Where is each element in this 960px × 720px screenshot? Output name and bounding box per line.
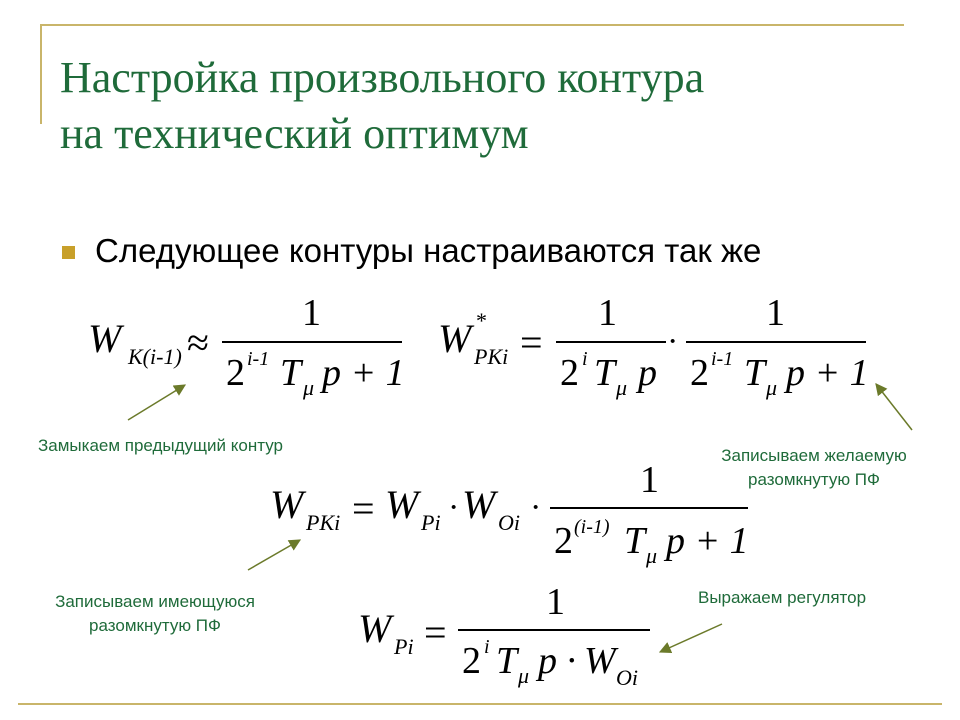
slide-title-line1: Настройка произвольного контура — [60, 53, 705, 102]
f3-sub3: Oi — [498, 510, 520, 535]
f3-W3: W — [462, 482, 496, 527]
formula-3 — [270, 459, 749, 568]
f4-op: = — [424, 610, 447, 655]
f3-dot2: · — [530, 489, 542, 526]
annotation-existing-line2: разомкнутую ПФ — [89, 616, 221, 635]
f2-d1-sup: i — [582, 348, 588, 370]
f1-op: ≈ — [187, 320, 209, 365]
f4-W: W — [358, 606, 392, 651]
f2-num1: 1 — [598, 292, 617, 334]
annotation-regulator-text: Выражаем регулятор — [698, 588, 867, 607]
f2-d1-T: T — [594, 352, 616, 394]
f3-tail: p + 1 — [666, 520, 749, 562]
f2-d1-tail: p — [638, 352, 657, 394]
f3-T: T — [624, 520, 646, 562]
f3-d-coef: 2 — [554, 520, 573, 562]
f3-sub2: Pi — [421, 510, 441, 535]
f2-d2-mu: μ — [766, 375, 778, 400]
f2-d2-tail: p + 1 — [786, 352, 869, 394]
f3-mu: μ — [646, 543, 658, 568]
f2-dot: · — [667, 323, 679, 360]
formula-2 — [438, 292, 869, 400]
f2-d2-sup: i-1 — [711, 348, 734, 370]
f3-sub1: PKi — [306, 510, 341, 535]
annotation-desired-line1: Записываем желаемую — [721, 446, 907, 465]
f2-d2-T: T — [744, 352, 766, 394]
f3-dot1: · — [448, 489, 460, 526]
f1-sub: K(i-1) — [128, 344, 182, 369]
annotation-desired-line2: разомкнутую ПФ — [748, 470, 880, 489]
f2-star: * — [476, 308, 487, 333]
f4-sub: Pi — [394, 634, 414, 659]
f2-sub: PKi — [474, 344, 509, 369]
f3-op: = — [352, 486, 375, 531]
f3-num: 1 — [640, 459, 659, 501]
f4-W2: W — [584, 640, 616, 682]
f3-W2: W — [385, 482, 419, 527]
bullet-text: Следующее контуры настраиваются так же — [95, 232, 762, 269]
f1-W: W — [88, 316, 122, 361]
f2-d2-coef: 2 — [690, 352, 709, 394]
f4-T: T — [496, 640, 518, 682]
annotation-existing-line1: Записываем имеющуюся — [55, 592, 255, 611]
f1-T: T — [280, 352, 302, 394]
annotation-close-previous-text: Замыкаем предыдущий контур — [38, 436, 283, 455]
f4-mid: p · — [538, 640, 576, 682]
f2-op: = — [520, 320, 543, 365]
f4-d-sup: i — [484, 636, 490, 658]
formula-1 — [88, 292, 405, 400]
f4-mu: μ — [518, 663, 530, 688]
slide-title-line2: на технический оптимум — [60, 109, 529, 158]
f2-d1-coef: 2 — [560, 352, 579, 394]
f3-W1: W — [270, 482, 304, 527]
f4-d-coef: 2 — [462, 640, 481, 682]
f4-sub2: Oi — [616, 665, 638, 690]
formula-4 — [358, 581, 650, 690]
f2-d1-mu: μ — [616, 375, 628, 400]
f2-W: W — [438, 316, 472, 361]
f1-num: 1 — [302, 292, 321, 334]
f3-d-sup: (i-1) — [574, 516, 610, 538]
f4-num: 1 — [546, 581, 565, 623]
f1-d-sup: i-1 — [247, 348, 270, 370]
f2-num2: 1 — [766, 292, 785, 334]
f1-tail: p + 1 — [322, 352, 405, 394]
f1-d-coef: 2 — [226, 352, 245, 394]
f1-mu: μ — [303, 375, 315, 400]
